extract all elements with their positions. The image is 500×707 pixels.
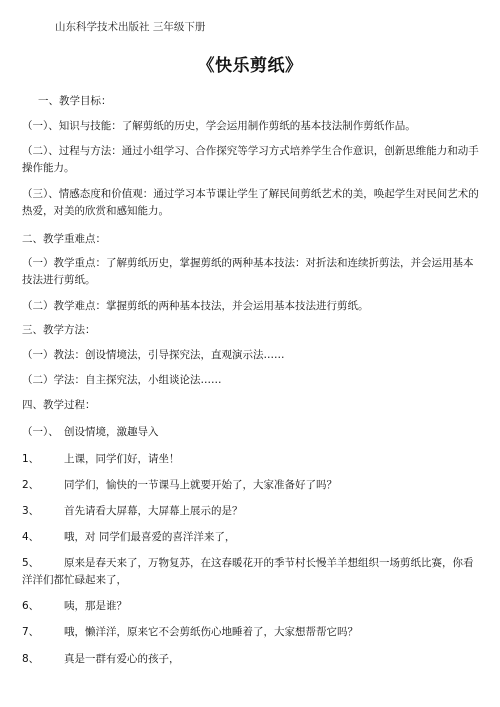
- step-item: [22, 598, 482, 615]
- step-item: [22, 529, 482, 546]
- step-number: 1、: [22, 453, 40, 465]
- section-4-heading: 四、教学过程：: [22, 399, 96, 411]
- step-text: 同学们，愉快的一节课马上就要开始了，大家准备好了吗？: [64, 479, 337, 491]
- step-item: [22, 651, 482, 668]
- step-text: 哦，懒洋洋，原来它不会剪纸伤心地睡着了，大家想帮帮它吗？: [64, 626, 358, 638]
- section-3-paragraph-1: （一）教法：创设情境法，引导探究法，直观演示法……: [22, 349, 285, 361]
- step-text: 真是一群有爱心的孩子，: [64, 653, 180, 665]
- section-2-paragraph-1: （一）教学重点：了解剪纸历史，掌握剪纸的两种基本技法：对折法和连续折剪法，并会运用基本技法进行剪纸。: [22, 257, 474, 286]
- step-text: 上课，同学们好，请坐！: [64, 453, 180, 465]
- step-text: 哦，对 同学们最喜爱的喜洋洋来了，: [64, 531, 236, 543]
- section-1-heading: 一、教学目标：: [38, 95, 112, 107]
- step-number: 3、: [22, 505, 40, 517]
- section-1-paragraph-3: （三）、情感态度和价值观：通过学习本节课让学生了解民间剪纸艺术的美，唤起学生对民间艺术的热爱，对美的欣赏和感知能力。: [22, 188, 479, 217]
- section-4-subheading: （一）、 创设情境，激趣导入: [22, 426, 159, 438]
- lesson-title: 《快乐剪纸》: [197, 56, 303, 76]
- step-item: [22, 503, 482, 520]
- step-number: 4、: [22, 531, 40, 543]
- step-text: 咦，那是谁？: [64, 600, 127, 612]
- step-text: 首先请看大屏幕，大屏幕上展示的是？: [64, 505, 243, 517]
- section-3-heading: 三、教学方法：: [22, 324, 96, 336]
- step-number: 7、: [22, 626, 40, 638]
- section-2-heading: 二、教学重难点：: [22, 233, 106, 245]
- step-item: [22, 451, 482, 468]
- step-item: [22, 555, 482, 589]
- step-item: [22, 624, 482, 641]
- step-number: 8、: [22, 653, 40, 665]
- step-item: [22, 477, 482, 494]
- publisher-header: 山东科学技术出版社 三年级下册: [55, 21, 206, 33]
- step-number: 5、: [22, 557, 40, 569]
- step-number: 6、: [22, 600, 40, 612]
- section-1-paragraph-1: （一）、知识与技能：了解剪纸的历史，学会运用制作剪纸的基本技法制作剪纸作品。: [22, 120, 416, 132]
- section-3-paragraph-2: （二）学法：自主探究法，小组谈论法……: [22, 374, 222, 386]
- step-text: 原来是春天来了，万物复苏，在这春暖花开的季节村长慢羊羊想组织一场剪纸比赛，你看洋洋们都忙碌起来了，: [22, 557, 474, 586]
- section-2-paragraph-2: （二）教学难点：掌握剪纸的两种基本技法，并会运用基本技法进行剪纸。: [22, 300, 369, 312]
- step-number: 2、: [22, 479, 40, 491]
- section-1-paragraph-2: （二）、过程与方法：通过小组学习、合作探究等学习方式培养学生合作意识，创新思维能力和动手操作能力。: [22, 145, 479, 174]
